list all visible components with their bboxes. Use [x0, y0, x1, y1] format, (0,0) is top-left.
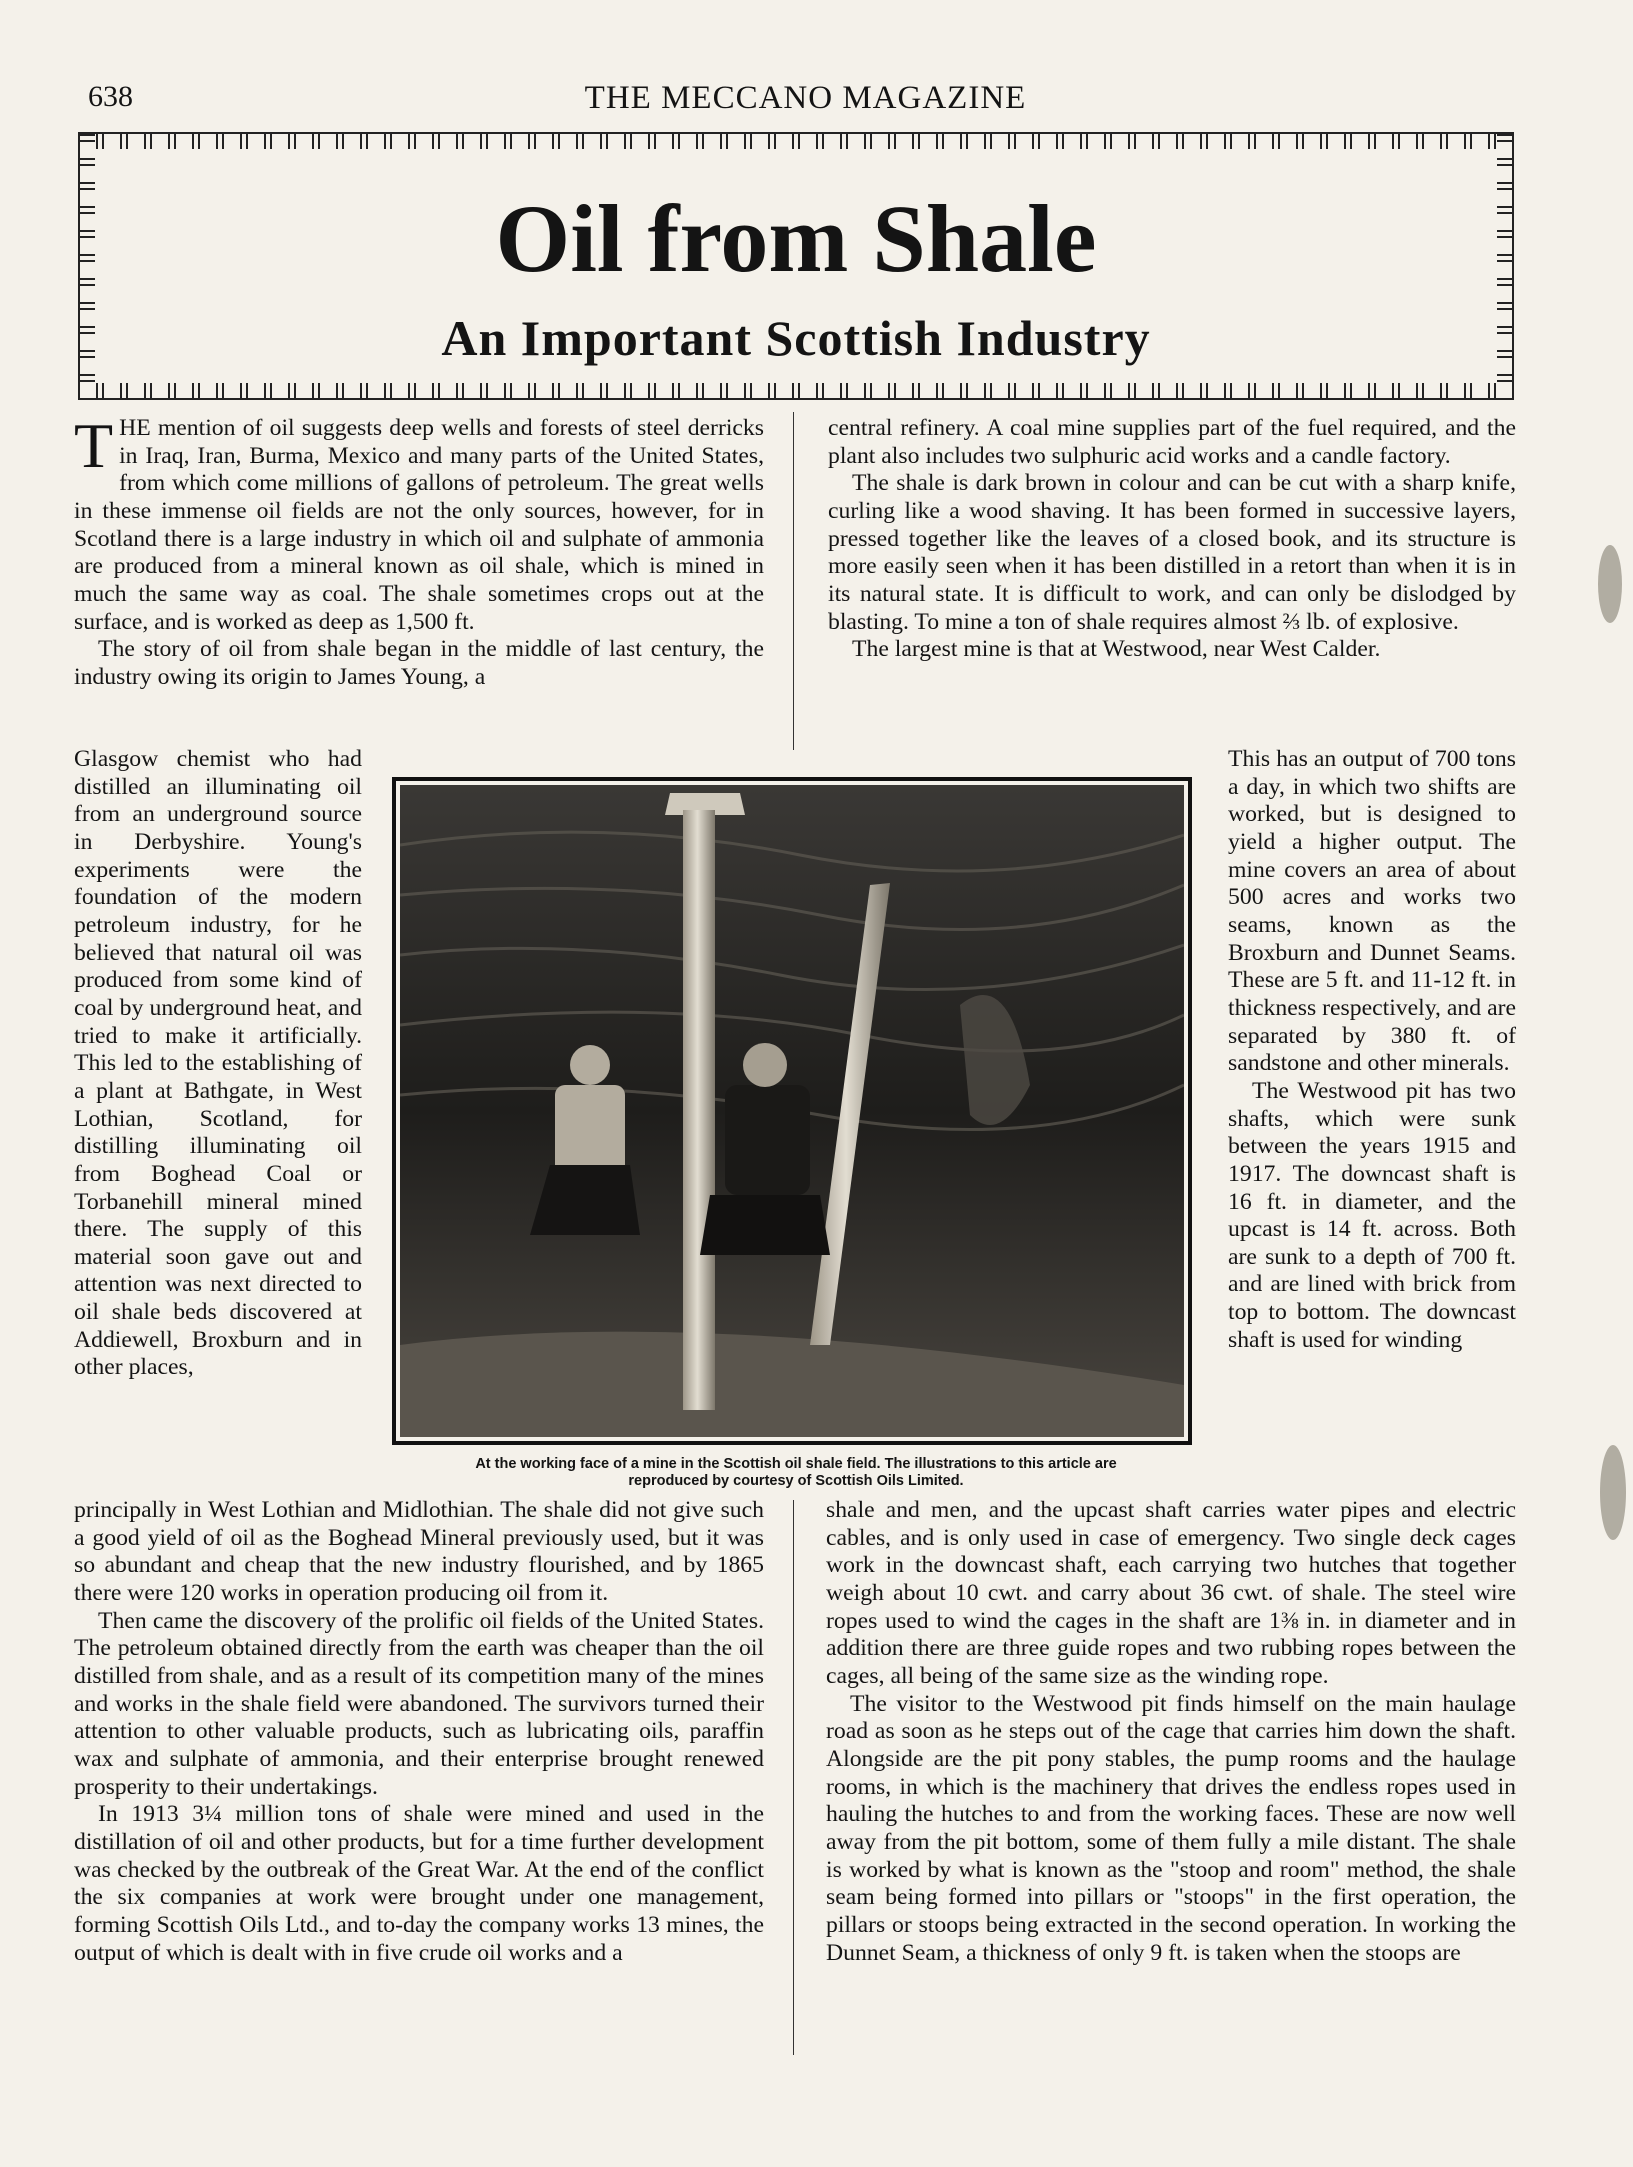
article-title: Oil from Shale — [495, 185, 1097, 292]
column-divider-bottom — [793, 1500, 794, 2055]
magazine-title: THE MECCANO MAGAZINE — [584, 80, 1027, 116]
left-column-bottom — [74, 1497, 764, 1967]
paragraph: The Westwood pit has two shafts, which were sunk between the years 1915 and 1917. The downcast shaft is 16 ft. in diameter, and the upcast is 14 ft. across. Both are sunk to a depth of 700 ft. and are lined with brick from top to bottom. The downcast shaft is used for winding — [1228, 1077, 1516, 1353]
column-divider-top — [793, 412, 794, 750]
article-subtitle: An Important Scottish Industry — [441, 310, 1151, 366]
caption-line: At the working face of a mine in the Scottish oil shale field. The illustrations to this article are — [475, 1456, 1117, 1472]
left-column-wrap — [74, 746, 362, 1382]
paragraph: The visitor to the Westwood pit finds himself on the main haulage road as soon as he steps out of the cage that carries him down the shaft. Alongside are the pit pony stables, the pump rooms and the haulage rooms, in which is the machinery that drives the endless ropes used in hauling the hutches to and from the working faces. These are now well away from the pit bottom, some of them fully a mile distant. The shale is worked by what is known as the "stoop and room" method, the shale seam being formed into pillars or "stoops" in the first operation, the pillars or stoops being extracted in the second operation. In working the Dunnet Seam, a thickness of only 9 ft. is taken when the stoops are — [826, 1690, 1516, 1966]
mine-photo-frame — [392, 777, 1192, 1445]
paragraph: The shale is dark brown in colour and can be cut with a sharp knife, curling like a wood shaving. It has been formed in successive layers, pressed together like the leaves of a closed book, and its structure is more easily seen when it has been distilled in a retort than when it is in its natural state. It is difficult to work, and can only be dislodged by blasting. To mine a ton of shale requires almost ⅔ lb. of explosive. — [828, 470, 1516, 635]
page-header — [88, 80, 1523, 120]
paragraph-text: HE mention of oil suggests deep wells and forests of steel derricks in Iraq, Iran, Burma, Mexico and many parts of the United States, from which come millions of gallons of petroleum. The great wells in these immense oil fields are not the only sources, however, for in Scotland there is a large industry in which oil and sulphate of ammonia are produced from a mineral known as oil shale, which is mined in much the same way as coal. The shale sometimes crops out at the surface, and is worked as deep as 1,500 ft. — [74, 415, 764, 635]
right-column-wrap — [1228, 746, 1516, 1354]
paragraph: principally in West Lothian and Midlothian. The shale did not give such a good yield of oil as the Boghead Mineral previously used, but it was so abundant and cheap that the new industry flourished, and by 1865 there were 120 works in operation producing oil from it. — [74, 1497, 764, 1606]
margin-stain — [1600, 1445, 1626, 1540]
photo-caption — [392, 1456, 1200, 1490]
page-number: 638 — [88, 80, 133, 113]
paragraph: Then came the discovery of the prolific oil fields of the United States. The petroleum obtained directly from the earth was cheaper than the oil distilled from shale, and as a result of its competition many of the mines and works in the shale field were abandoned. The survivors turned their attention to other valuable products, such as lubricating oils, paraffin wax and sulphate of ammonia, and their enterprise brought renewed prosperity to their undertakings. — [74, 1607, 764, 1800]
drop-cap: T — [74, 410, 114, 481]
left-column-top — [74, 410, 764, 692]
caption-line: reproduced by courtesy of Scottish Oils Limited. — [628, 1473, 964, 1489]
paragraph: Glasgow chemist who had distilled an illuminating oil from an underground source in Derbyshire. Young's experiments were the foundation of the modern petroleum industry, for he believed that natural oil was produced from some kind of coal by underground heat, and tried to make it artificially. This led to the establishing of a plant at Bathgate, in West Lothian, Scotland, for distilling illuminating oil from Boghead Coal or Torbanehill mineral mined there. The supply of this material soon gave out and attention was next directed to oil shale beds discovered at Addiewell, Broxburn and in other places, — [74, 746, 362, 1381]
paragraph: shale and men, and the upcast shaft carries water pipes and electric cables, and is only used in case of emergency. Two single deck cages work in the downcast shaft, each carrying two hutches that together weigh about 10 cwt. and carry about 36 cwt. of shale. The steel wire ropes used to wind the cages in the shaft are 1⅜ in. in diameter and in addition there are three guide ropes and two rubbing ropes between the cages, all being of the same size as the winding rope. — [826, 1497, 1516, 1689]
paragraph: central refinery. A coal mine supplies part of the fuel required, and the plant also includes two sulphuric acid works and a candle factory. — [828, 415, 1516, 469]
title-box — [78, 132, 1514, 400]
paragraph: This has an output of 700 tons a day, in which two shifts are worked, but is designed to yield a higher output. The mine covers an area of about 500 acres and works two seams, known as the Broxburn and Dunnet Seams. These are 5 ft. and 11-12 ft. in thickness respectively, and are separated by 380 ft. of sandstone and other minerals. — [1228, 746, 1516, 1077]
right-column-bottom — [826, 1497, 1516, 1967]
paragraph: The story of oil from shale began in the middle of last century, the industry owing its origin to James Young, a — [74, 636, 764, 690]
mine-photo — [400, 785, 1184, 1437]
paragraph: The largest mine is that at Westwood, near West Calder. — [852, 636, 1381, 663]
paragraph-opening — [74, 410, 764, 636]
right-column-top — [828, 415, 1516, 664]
margin-stain — [1598, 545, 1622, 623]
paragraph: In 1913 3¼ million tons of shale were mined and used in the distillation of oil and other products, but for a time further development was checked by the outbreak of the Great War. At the end of the conflict the six companies at work were brought under one management, forming Scottish Oils Ltd., and to-day the company works 13 mines, the output of which is dealt with in five crude oil works and a — [74, 1801, 764, 1966]
